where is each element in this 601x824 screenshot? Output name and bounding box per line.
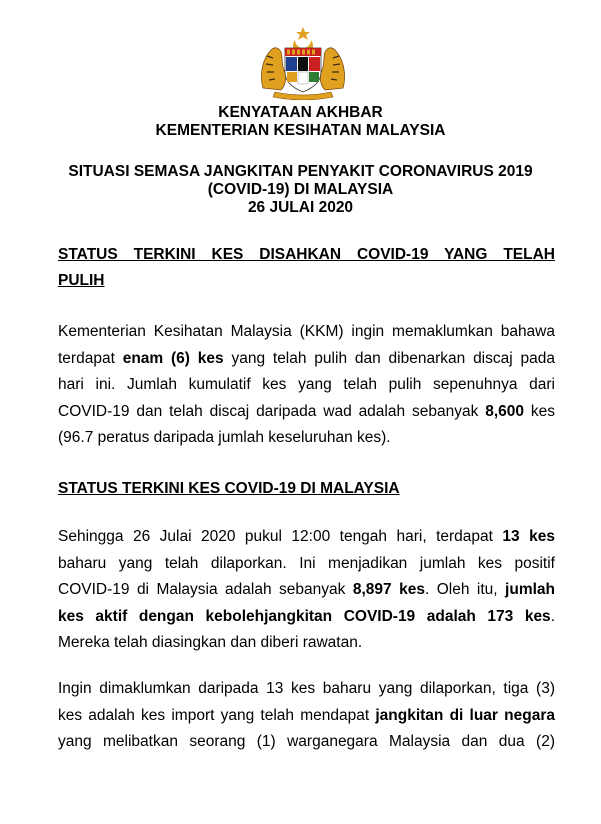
malaysia-coat-of-arms-icon xyxy=(257,26,349,100)
situation-subtitle xyxy=(0,163,601,217)
p2-line-2: baharu yang telah dilaporkan. Ini menjadikan jumlah kes positif xyxy=(58,554,555,572)
title-line-2: KEMENTERIAN KESIHATAN MALAYSIA xyxy=(155,122,446,139)
title-line-1: KENYATAAN AKHBAR xyxy=(218,104,383,121)
paragraph-recovered xyxy=(58,319,555,452)
p2-line-4: kes aktif dengan kebolehjangkitan COVID-19 adalah 173 kes. xyxy=(58,607,555,625)
section-heading-recovered-line-2: PULIH xyxy=(58,272,105,289)
subtitle-line-1: SITUASI SEMASA JANGKITAN PENYAKIT CORONAVIRUS 2019 xyxy=(68,163,533,180)
p3-line-2: kes adalah kes import yang telah mendapat jangkitan di luar negara xyxy=(58,706,555,724)
total-cases-count: 8,897 kes xyxy=(352,581,425,598)
section-heading-current-status: STATUS TERKINI KES COVID-19 DI MALAYSIA xyxy=(58,480,400,497)
p3-line-3: yang melibatkan seorang (1) warganegara Malaysia dan dua (2) xyxy=(58,733,555,750)
p1-line-4: COVID-19 dan telah discaj daripada wad adalah sebanyak 8,600 kes xyxy=(58,402,555,420)
p1-line-3: hari ini. Jumlah kumulatif kes yang telah pulih sepenuhnya dari xyxy=(58,376,555,393)
p2-line-5: Mereka telah diasingkan dan diberi rawatan. xyxy=(58,634,363,651)
paragraph-import-cases xyxy=(58,676,555,756)
p3-line-1: Ingin dimaklumkan daripada 13 kes baharu yang dilaporkan, tiga (3) xyxy=(58,680,555,697)
new-cases-count: 13 kes xyxy=(502,528,555,545)
subtitle-line-2: (COVID-19) DI MALAYSIA xyxy=(207,181,394,198)
p2-line-1: Sehingga 26 Julai 2020 pukul 12:00 tengah hari, terdapat 13 kes xyxy=(58,528,555,545)
p2-line-3: COVID-19 di Malaysia adalah sebanyak 8,897 kes. Oleh itu, jumlah xyxy=(58,581,555,598)
section-heading-recovered: STATUS TERKINI KES DISAHKAN COVID-19 YANG TELAH xyxy=(58,246,555,263)
cumulative-recovered-count: 8,600 xyxy=(485,402,524,420)
p1-line-1: Kementerian Kesihatan Malaysia (KKM) ingin memaklumkan bahawa xyxy=(58,323,555,340)
paragraph-new-cases xyxy=(58,524,555,657)
infected-abroad-phrase: jangkitan di luar negara xyxy=(375,706,555,724)
press-release-title xyxy=(0,104,601,140)
p1-line-5: (96.7 peratus daripada jumlah keseluruhan kes). xyxy=(58,429,391,446)
p1-line-2: terdapat enam (6) kes yang telah pulih dan dibenarkan discaj pada xyxy=(58,349,555,367)
release-date: 26 JULAI 2020 xyxy=(247,199,354,216)
recovered-today-count: enam (6) kes xyxy=(122,349,224,367)
active-cases-statement: kes aktif dengan kebolehjangkitan COVID-19 adalah 173 kes xyxy=(58,607,551,625)
